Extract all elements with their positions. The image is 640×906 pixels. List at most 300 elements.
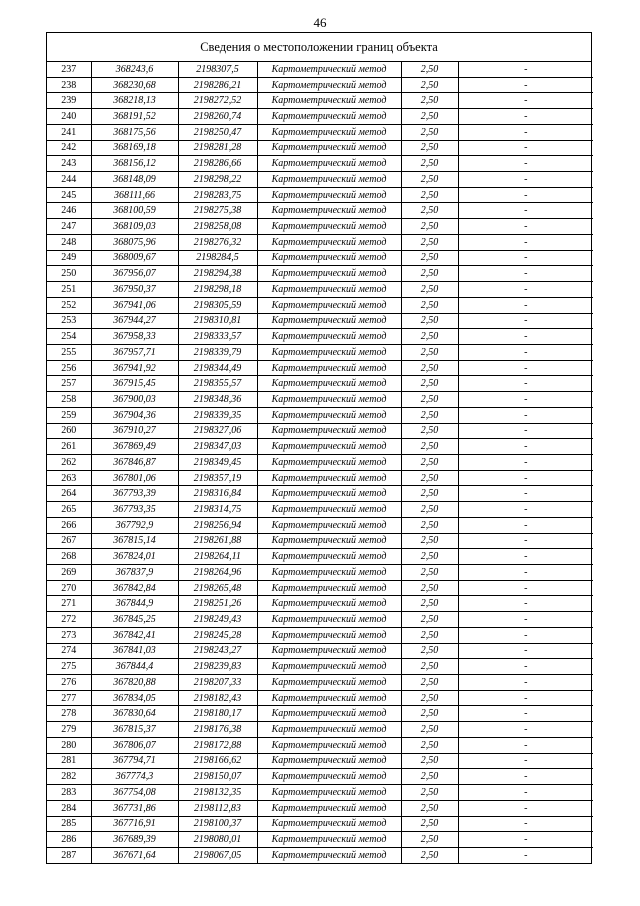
accuracy-cell: 2,50 — [401, 517, 458, 533]
accuracy-cell: 2,50 — [401, 737, 458, 753]
table-row — [47, 407, 593, 423]
description-cell: - — [458, 219, 593, 235]
coord-y-cell: 2198357,19 — [178, 470, 257, 486]
coord-x-cell: 367837,9 — [91, 565, 178, 581]
description-cell: - — [458, 376, 593, 392]
coord-x-cell: 367671,64 — [91, 847, 178, 862]
accuracy-cell: 2,50 — [401, 77, 458, 93]
coord-x-cell: 368169,18 — [91, 140, 178, 156]
method-cell: Картометрический метод — [257, 124, 401, 140]
coord-y-cell: 2198344,49 — [178, 360, 257, 376]
point-number-cell: 272 — [47, 612, 91, 628]
table-row — [47, 675, 593, 691]
coord-x-cell: 367900,03 — [91, 392, 178, 408]
accuracy-cell: 2,50 — [401, 203, 458, 219]
method-cell: Картометрический метод — [257, 549, 401, 565]
coord-y-cell: 2198333,57 — [178, 329, 257, 345]
table-row — [47, 612, 593, 628]
method-cell: Картометрический метод — [257, 266, 401, 282]
coord-y-cell: 2198281,28 — [178, 140, 257, 156]
coord-y-cell: 2198258,08 — [178, 219, 257, 235]
table-row — [47, 423, 593, 439]
method-cell: Картометрический метод — [257, 360, 401, 376]
table-row — [47, 596, 593, 612]
coord-x-cell: 367830,64 — [91, 706, 178, 722]
description-cell: - — [458, 533, 593, 549]
coord-y-cell: 2198316,84 — [178, 486, 257, 502]
accuracy-cell: 2,50 — [401, 816, 458, 832]
coord-y-cell: 2198264,11 — [178, 549, 257, 565]
table-row — [47, 659, 593, 675]
accuracy-cell: 2,50 — [401, 266, 458, 282]
coord-x-cell: 367869,49 — [91, 439, 178, 455]
accuracy-cell: 2,50 — [401, 643, 458, 659]
method-cell: Картометрический метод — [257, 156, 401, 172]
accuracy-cell: 2,50 — [401, 439, 458, 455]
point-number-cell: 285 — [47, 816, 91, 832]
accuracy-cell: 2,50 — [401, 313, 458, 329]
coord-x-cell: 367824,01 — [91, 549, 178, 565]
method-cell: Картометрический метод — [257, 580, 401, 596]
point-number-cell: 252 — [47, 297, 91, 313]
description-cell: - — [458, 407, 593, 423]
coord-x-cell: 368230,68 — [91, 77, 178, 93]
description-cell: - — [458, 565, 593, 581]
point-number-cell: 247 — [47, 219, 91, 235]
coord-x-cell: 367793,35 — [91, 502, 178, 518]
method-cell: Картометрический метод — [257, 612, 401, 628]
accuracy-cell: 2,50 — [401, 832, 458, 848]
table-row — [47, 297, 593, 313]
table-row — [47, 690, 593, 706]
point-number-cell: 245 — [47, 187, 91, 203]
accuracy-cell: 2,50 — [401, 533, 458, 549]
coord-y-cell: 2198307,5 — [178, 62, 257, 77]
table-row — [47, 800, 593, 816]
method-cell: Картометрический метод — [257, 470, 401, 486]
description-cell: - — [458, 659, 593, 675]
table-row — [47, 580, 593, 596]
table-row — [47, 753, 593, 769]
coord-y-cell: 2198272,52 — [178, 93, 257, 109]
accuracy-cell: 2,50 — [401, 785, 458, 801]
coord-y-cell: 2198349,45 — [178, 454, 257, 470]
coord-y-cell: 2198243,27 — [178, 643, 257, 659]
accuracy-cell: 2,50 — [401, 297, 458, 313]
method-cell: Картометрический метод — [257, 785, 401, 801]
coord-x-cell: 367801,06 — [91, 470, 178, 486]
method-cell: Картометрический метод — [257, 109, 401, 125]
description-cell: - — [458, 392, 593, 408]
method-cell: Картометрический метод — [257, 832, 401, 848]
method-cell: Картометрический метод — [257, 392, 401, 408]
coordinates-sheet — [46, 32, 592, 864]
method-cell: Картометрический метод — [257, 140, 401, 156]
accuracy-cell: 2,50 — [401, 187, 458, 203]
point-number-cell: 278 — [47, 706, 91, 722]
table-row — [47, 847, 593, 862]
coord-y-cell: 2198283,75 — [178, 187, 257, 203]
coord-y-cell: 2198276,32 — [178, 234, 257, 250]
method-cell: Картометрический метод — [257, 596, 401, 612]
coord-y-cell: 2198305,59 — [178, 297, 257, 313]
point-number-cell: 250 — [47, 266, 91, 282]
description-cell: - — [458, 344, 593, 360]
description-cell: - — [458, 627, 593, 643]
coord-x-cell: 367845,25 — [91, 612, 178, 628]
coord-y-cell: 2198294,38 — [178, 266, 257, 282]
point-number-cell: 271 — [47, 596, 91, 612]
accuracy-cell: 2,50 — [401, 62, 458, 77]
accuracy-cell: 2,50 — [401, 769, 458, 785]
method-cell: Картометрический метод — [257, 737, 401, 753]
table-row — [47, 454, 593, 470]
point-number-cell: 238 — [47, 77, 91, 93]
coord-y-cell: 2198250,47 — [178, 124, 257, 140]
point-number-cell: 284 — [47, 800, 91, 816]
method-cell: Картометрический метод — [257, 282, 401, 298]
coord-x-cell: 367842,84 — [91, 580, 178, 596]
coord-x-cell: 367792,9 — [91, 517, 178, 533]
point-number-cell: 261 — [47, 439, 91, 455]
point-number-cell: 264 — [47, 486, 91, 502]
table-row — [47, 329, 593, 345]
accuracy-cell: 2,50 — [401, 659, 458, 675]
method-cell: Картометрический метод — [257, 847, 401, 862]
point-number-cell: 279 — [47, 722, 91, 738]
point-number-cell: 259 — [47, 407, 91, 423]
table-row — [47, 439, 593, 455]
coord-y-cell: 2198207,33 — [178, 675, 257, 691]
accuracy-cell: 2,50 — [401, 502, 458, 518]
method-cell: Картометрический метод — [257, 93, 401, 109]
coord-x-cell: 367820,88 — [91, 675, 178, 691]
description-cell: - — [458, 690, 593, 706]
table-row — [47, 486, 593, 502]
description-cell: - — [458, 847, 593, 862]
point-number-cell: 248 — [47, 234, 91, 250]
accuracy-cell: 2,50 — [401, 392, 458, 408]
description-cell: - — [458, 753, 593, 769]
coord-x-cell: 368218,13 — [91, 93, 178, 109]
coord-y-cell: 2198100,37 — [178, 816, 257, 832]
table-row — [47, 392, 593, 408]
coord-x-cell: 367956,07 — [91, 266, 178, 282]
coord-y-cell: 2198339,35 — [178, 407, 257, 423]
table-row — [47, 93, 593, 109]
point-number-cell: 251 — [47, 282, 91, 298]
coord-x-cell: 367958,33 — [91, 329, 178, 345]
accuracy-cell: 2,50 — [401, 580, 458, 596]
table-row — [47, 706, 593, 722]
point-number-cell: 249 — [47, 250, 91, 266]
accuracy-cell: 2,50 — [401, 627, 458, 643]
accuracy-cell: 2,50 — [401, 234, 458, 250]
table-row — [47, 172, 593, 188]
coord-y-cell: 2198080,01 — [178, 832, 257, 848]
table-row — [47, 502, 593, 518]
coord-x-cell: 367842,41 — [91, 627, 178, 643]
accuracy-cell: 2,50 — [401, 486, 458, 502]
description-cell: - — [458, 454, 593, 470]
table-row — [47, 737, 593, 753]
accuracy-cell: 2,50 — [401, 172, 458, 188]
table-row — [47, 203, 593, 219]
method-cell: Картометрический метод — [257, 533, 401, 549]
point-number-cell: 244 — [47, 172, 91, 188]
point-number-cell: 276 — [47, 675, 91, 691]
accuracy-cell: 2,50 — [401, 376, 458, 392]
accuracy-cell: 2,50 — [401, 706, 458, 722]
method-cell: Картометрический метод — [257, 423, 401, 439]
accuracy-cell: 2,50 — [401, 596, 458, 612]
table-row — [47, 109, 593, 125]
accuracy-cell: 2,50 — [401, 800, 458, 816]
method-cell: Картометрический метод — [257, 800, 401, 816]
description-cell: - — [458, 313, 593, 329]
point-number-cell: 242 — [47, 140, 91, 156]
method-cell: Картометрический метод — [257, 376, 401, 392]
table-row — [47, 360, 593, 376]
point-number-cell: 256 — [47, 360, 91, 376]
coord-y-cell: 2198275,38 — [178, 203, 257, 219]
point-number-cell: 270 — [47, 580, 91, 596]
description-cell: - — [458, 832, 593, 848]
coord-y-cell: 2198166,62 — [178, 753, 257, 769]
table-row — [47, 785, 593, 801]
accuracy-cell: 2,50 — [401, 250, 458, 266]
description-cell: - — [458, 266, 593, 282]
table-row — [47, 470, 593, 486]
point-number-cell: 263 — [47, 470, 91, 486]
point-number-cell: 241 — [47, 124, 91, 140]
accuracy-cell: 2,50 — [401, 470, 458, 486]
description-cell: - — [458, 737, 593, 753]
table-row — [47, 517, 593, 533]
coord-y-cell: 2198260,74 — [178, 109, 257, 125]
point-number-cell: 237 — [47, 62, 91, 77]
method-cell: Картометрический метод — [257, 706, 401, 722]
method-cell: Картометрический метод — [257, 675, 401, 691]
table-row — [47, 816, 593, 832]
method-cell: Картометрический метод — [257, 329, 401, 345]
method-cell: Картометрический метод — [257, 659, 401, 675]
coord-x-cell: 368109,03 — [91, 219, 178, 235]
description-cell: - — [458, 124, 593, 140]
table-row — [47, 282, 593, 298]
point-number-cell: 286 — [47, 832, 91, 848]
point-number-cell: 246 — [47, 203, 91, 219]
coord-x-cell: 368243,6 — [91, 62, 178, 77]
table-row — [47, 344, 593, 360]
coord-y-cell: 2198286,21 — [178, 77, 257, 93]
description-cell: - — [458, 816, 593, 832]
description-cell: - — [458, 800, 593, 816]
description-cell: - — [458, 722, 593, 738]
table-row — [47, 643, 593, 659]
description-cell: - — [458, 62, 593, 77]
accuracy-cell: 2,50 — [401, 109, 458, 125]
coord-x-cell: 368148,09 — [91, 172, 178, 188]
method-cell: Картометрический метод — [257, 753, 401, 769]
coord-y-cell: 2198172,88 — [178, 737, 257, 753]
coord-x-cell: 367806,07 — [91, 737, 178, 753]
description-cell: - — [458, 282, 593, 298]
coord-y-cell: 2198182,43 — [178, 690, 257, 706]
description-cell: - — [458, 675, 593, 691]
point-number-cell: 273 — [47, 627, 91, 643]
method-cell: Картометрический метод — [257, 250, 401, 266]
coord-x-cell: 367841,03 — [91, 643, 178, 659]
accuracy-cell: 2,50 — [401, 124, 458, 140]
coord-y-cell: 2198256,94 — [178, 517, 257, 533]
coord-x-cell: 367793,39 — [91, 486, 178, 502]
point-number-cell: 240 — [47, 109, 91, 125]
coord-y-cell: 2198298,18 — [178, 282, 257, 298]
description-cell: - — [458, 329, 593, 345]
coord-y-cell: 2198245,28 — [178, 627, 257, 643]
point-number-cell: 239 — [47, 93, 91, 109]
table-row — [47, 156, 593, 172]
point-number-cell: 281 — [47, 753, 91, 769]
method-cell: Картометрический метод — [257, 690, 401, 706]
coord-y-cell: 2198286,66 — [178, 156, 257, 172]
point-number-cell: 257 — [47, 376, 91, 392]
coord-x-cell: 367915,45 — [91, 376, 178, 392]
coord-x-cell: 367910,27 — [91, 423, 178, 439]
method-cell: Картометрический метод — [257, 502, 401, 518]
description-cell: - — [458, 612, 593, 628]
accuracy-cell: 2,50 — [401, 690, 458, 706]
coord-x-cell: 367944,27 — [91, 313, 178, 329]
table-row — [47, 832, 593, 848]
accuracy-cell: 2,50 — [401, 423, 458, 439]
accuracy-cell: 2,50 — [401, 612, 458, 628]
coord-x-cell: 367844,4 — [91, 659, 178, 675]
method-cell: Картометрический метод — [257, 297, 401, 313]
description-cell: - — [458, 140, 593, 156]
method-cell: Картометрический метод — [257, 769, 401, 785]
table-row — [47, 187, 593, 203]
accuracy-cell: 2,50 — [401, 753, 458, 769]
coord-y-cell: 2198180,17 — [178, 706, 257, 722]
coordinates-table — [47, 62, 593, 863]
description-cell: - — [458, 706, 593, 722]
coord-x-cell: 367716,91 — [91, 816, 178, 832]
coord-x-cell: 367754,08 — [91, 785, 178, 801]
table-row — [47, 769, 593, 785]
coord-x-cell: 367774,3 — [91, 769, 178, 785]
description-cell: - — [458, 502, 593, 518]
coord-y-cell: 2198348,36 — [178, 392, 257, 408]
table-row — [47, 565, 593, 581]
description-cell: - — [458, 769, 593, 785]
accuracy-cell: 2,50 — [401, 722, 458, 738]
coord-y-cell: 2198298,22 — [178, 172, 257, 188]
coord-x-cell: 368100,59 — [91, 203, 178, 219]
point-number-cell: 277 — [47, 690, 91, 706]
accuracy-cell: 2,50 — [401, 407, 458, 423]
accuracy-cell: 2,50 — [401, 140, 458, 156]
description-cell: - — [458, 517, 593, 533]
description-cell: - — [458, 109, 593, 125]
coord-y-cell: 2198339,79 — [178, 344, 257, 360]
accuracy-cell: 2,50 — [401, 565, 458, 581]
coordinates-table-body — [47, 62, 593, 863]
accuracy-cell: 2,50 — [401, 454, 458, 470]
coord-x-cell: 368175,56 — [91, 124, 178, 140]
coord-x-cell: 367689,39 — [91, 832, 178, 848]
coord-y-cell: 2198239,83 — [178, 659, 257, 675]
method-cell: Картометрический метод — [257, 439, 401, 455]
point-number-cell: 268 — [47, 549, 91, 565]
method-cell: Картометрический метод — [257, 816, 401, 832]
description-cell: - — [458, 234, 593, 250]
coord-y-cell: 2198112,83 — [178, 800, 257, 816]
method-cell: Картометрический метод — [257, 234, 401, 250]
point-number-cell: 275 — [47, 659, 91, 675]
description-cell: - — [458, 596, 593, 612]
method-cell: Картометрический метод — [257, 77, 401, 93]
coord-y-cell: 2198067,05 — [178, 847, 257, 862]
point-number-cell: 267 — [47, 533, 91, 549]
accuracy-cell: 2,50 — [401, 329, 458, 345]
table-row — [47, 219, 593, 235]
coord-y-cell: 2198327,06 — [178, 423, 257, 439]
description-cell: - — [458, 297, 593, 313]
method-cell: Картометрический метод — [257, 62, 401, 77]
coord-y-cell: 2198261,88 — [178, 533, 257, 549]
coord-y-cell: 2198284,5 — [178, 250, 257, 266]
point-number-cell: 243 — [47, 156, 91, 172]
coord-x-cell: 368009,67 — [91, 250, 178, 266]
method-cell: Картометрический метод — [257, 454, 401, 470]
description-cell: - — [458, 203, 593, 219]
table-row — [47, 140, 593, 156]
coord-x-cell: 368111,66 — [91, 187, 178, 203]
method-cell: Картометрический метод — [257, 219, 401, 235]
coord-y-cell: 2198347,03 — [178, 439, 257, 455]
point-number-cell: 262 — [47, 454, 91, 470]
method-cell: Картометрический метод — [257, 517, 401, 533]
accuracy-cell: 2,50 — [401, 219, 458, 235]
table-row — [47, 376, 593, 392]
description-cell: - — [458, 360, 593, 376]
coord-x-cell: 368191,52 — [91, 109, 178, 125]
coord-x-cell: 367794,71 — [91, 753, 178, 769]
coord-x-cell: 367941,06 — [91, 297, 178, 313]
coord-x-cell: 367950,37 — [91, 282, 178, 298]
point-number-cell: 258 — [47, 392, 91, 408]
coord-y-cell: 2198251,26 — [178, 596, 257, 612]
point-number-cell: 282 — [47, 769, 91, 785]
method-cell: Картометрический метод — [257, 643, 401, 659]
coord-y-cell: 2198265,48 — [178, 580, 257, 596]
point-number-cell: 283 — [47, 785, 91, 801]
table-row — [47, 722, 593, 738]
table-row — [47, 124, 593, 140]
method-cell: Картометрический метод — [257, 407, 401, 423]
description-cell: - — [458, 93, 593, 109]
accuracy-cell: 2,50 — [401, 282, 458, 298]
point-number-cell: 287 — [47, 847, 91, 862]
accuracy-cell: 2,50 — [401, 156, 458, 172]
method-cell: Картометрический метод — [257, 172, 401, 188]
coord-x-cell: 367731,86 — [91, 800, 178, 816]
description-cell: - — [458, 470, 593, 486]
accuracy-cell: 2,50 — [401, 93, 458, 109]
coord-x-cell: 367815,37 — [91, 722, 178, 738]
